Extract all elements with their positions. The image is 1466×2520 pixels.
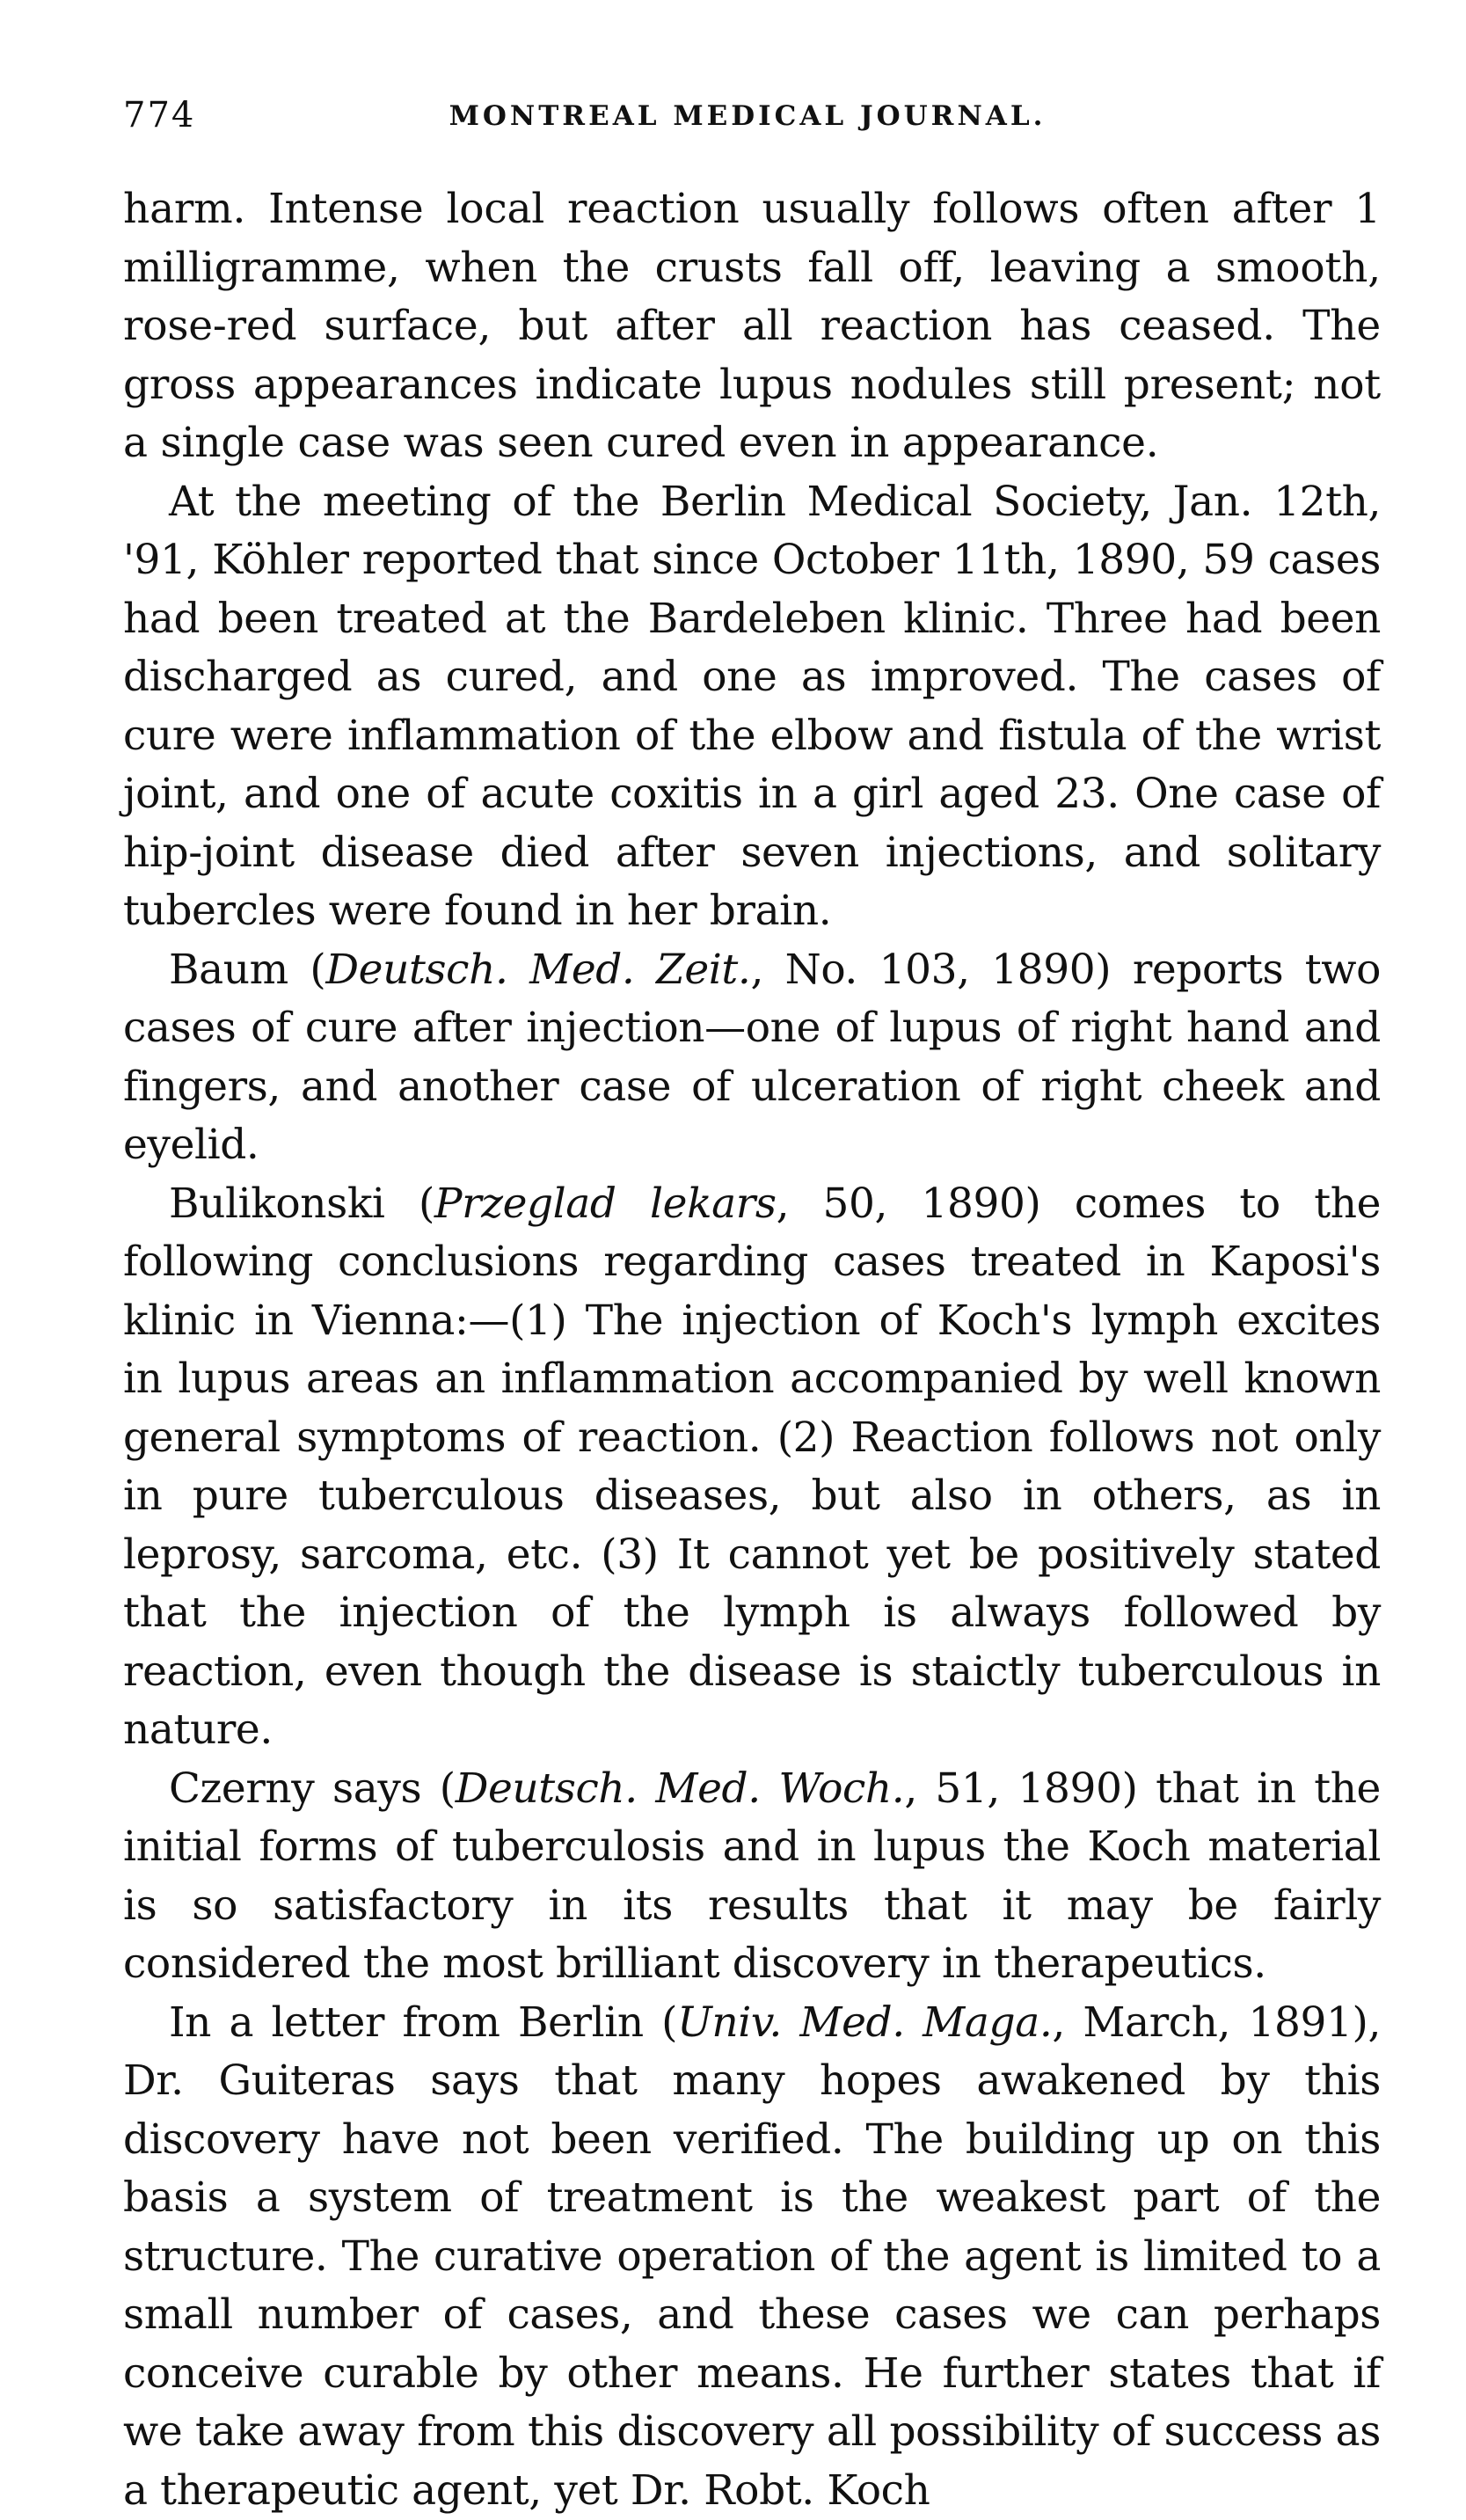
paragraph-berlin-medical-society: At the meeting of the Berlin Medical Society, Jan. 12th, '91, Köhler reported that since October 11th, 1890, 59 cases had been treated at the Bardeleben klinic. Three had been discharged as cured, and one as improved. The cases of cure were inflammation of the elbow and fistula of the wrist joint, and one of acute coxitis in a girl aged 23. One case of hip-joint disease died after seven injections, and solitary tubercles were found in her brain. [123, 473, 1381, 941]
paragraph-guiteras [123, 1994, 1381, 2520]
journal-title: MONTREAL MEDICAL JOURNAL. [123, 100, 1372, 132]
citation-przeglad-lekars: Przeglad lekars [434, 1180, 777, 1228]
paragraph-baum-lead: Baum ( [169, 946, 325, 994]
paragraph-bulikonski-body: , 50, 1890) comes to the following conclusions regarding cases treated in Kaposi's klinic in Vienna:—(1) The injection of Koch's lymph excites in lupus areas an inflammation accompanied by well known general symptoms of reaction. (2) Reaction follows not only in pure tuberculous diseases, but also in others, as in leprosy, sarcoma, etc. (3) It cannot yet be positively stated that the injection of the lymph is always followed by reaction, even though the disease is staictly tuberculous in nature. [123, 1180, 1381, 1755]
page-number: 774 [123, 95, 195, 135]
paragraph-bulikonski [123, 1175, 1381, 1760]
paragraph-bulikonski-lead: Bulikonski ( [169, 1180, 434, 1228]
paragraph-lupus-reaction: harm. Intense local reaction usually follows often after 1 milligramme, when the crusts fall off, leaving a smooth, rose-red surface, but after all reaction has ceased. The gross appearances indicate lupus nodules still present; not a single case was seen cured even in appearance. [123, 180, 1381, 473]
citation-deutsch-med-woch: Deutsch. Med. Woch. [456, 1764, 905, 1813]
paragraph-czerny-lead: Czerny says ( [169, 1764, 456, 1813]
running-head [123, 95, 1372, 148]
paragraph-guiteras-body: , March, 1891), Dr. Guiteras says that many hopes awakened by this discovery have not been verified. The building up on this basis a system of treatment is the weakest part of the structure. The curative operation of the agent is limited to a small number of cases, and these cases we can perhaps conceive curable by other means. He further states that if we take away from this discovery all possibility of success as a therapeutic agent, yet Dr. Robt. Koch [123, 1998, 1381, 2515]
article-body [123, 180, 1381, 2520]
citation-univ-med-maga: Univ. Med. Maga. [677, 1998, 1052, 2047]
paragraph-baum-body: , No. 103, 1890) reports two cases of cure after injection—one of lupus of right hand and fingers, and another case of ulceration of right cheek and eyelid. [123, 946, 1381, 1170]
citation-deutsch-med-zeit: Deutsch. Med. Zeit. [325, 946, 750, 994]
paragraph-czerny-body: , 51, 1890) that in the initial forms of tuberculosis and in lupus the Koch material is so satisfactory in its results that it may be fairly considered the most brilliant discovery in therapeutics. [123, 1764, 1381, 1989]
paragraph-czerny [123, 1760, 1381, 1994]
paragraph-baum [123, 941, 1381, 1175]
paragraph-guiteras-lead: In a letter from Berlin ( [169, 1998, 677, 2047]
